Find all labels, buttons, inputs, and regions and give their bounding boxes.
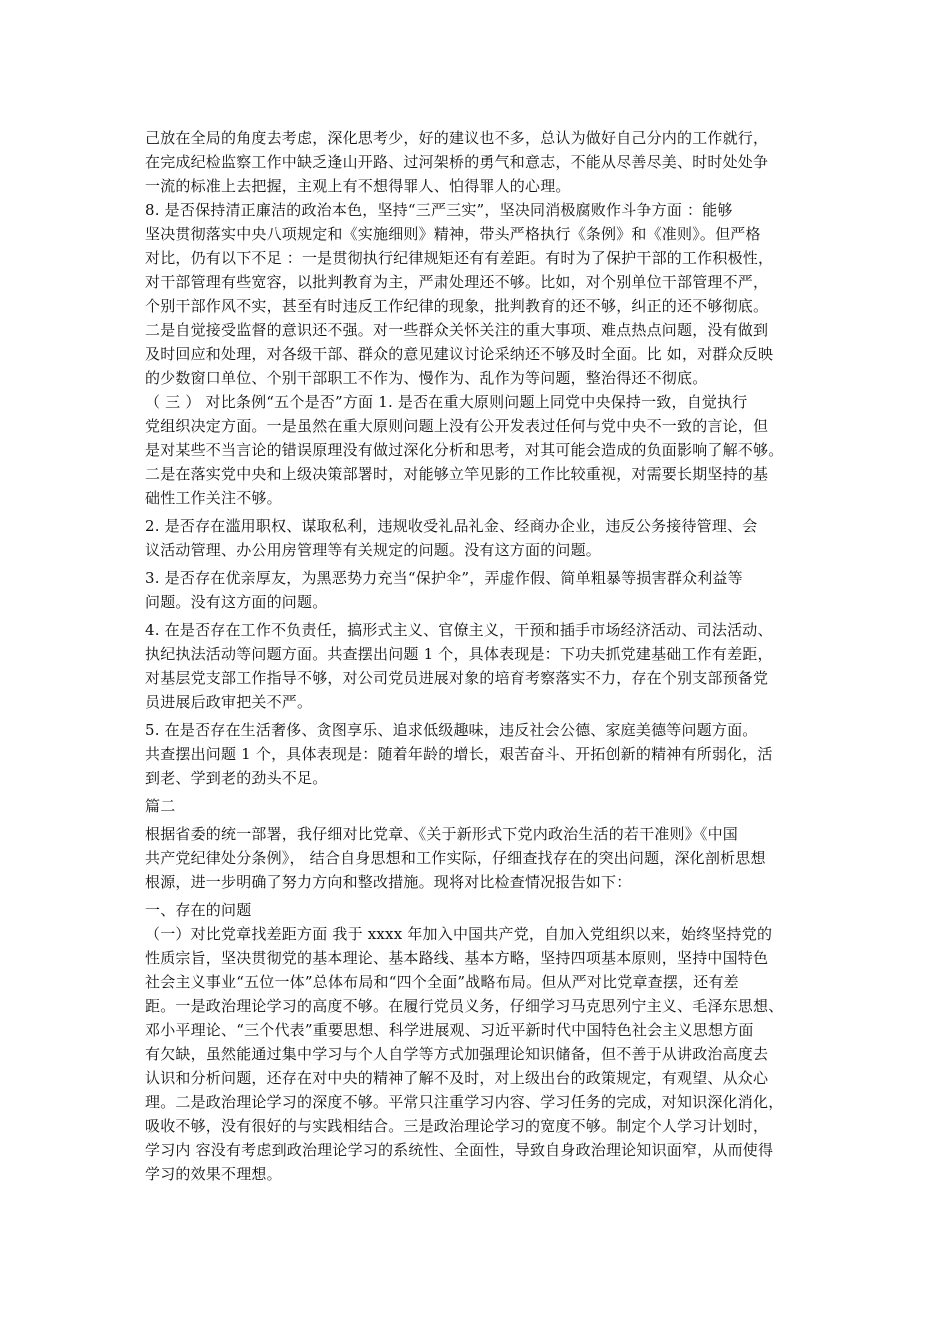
text-line: 认识和分析问题，还存在对中央的精神了解不及时，对上级出台的政策规定，有观望、从众心 xyxy=(145,1069,769,1087)
text-line: 础性工作关注不够。 xyxy=(145,489,282,507)
text-line: 到老、学到老的劲头不足。 xyxy=(145,769,328,787)
text-line: 邓小平理论、“三个代表”重要思想、科学进展观、习近平新时代中国特色社会主义思想方面 xyxy=(145,1021,754,1039)
text-line: 个别干部作风不实，甚至有时违反工作纪律的现象，批判教育的还不够，纠正的还不够彻底。 xyxy=(145,297,769,315)
text-line: 一流的标准上去把握，主观上有不想得罪人、怕得罪人的心理。 xyxy=(145,177,571,195)
text-line: 共产党纪律处分条例》， 结合自身思想和工作实际，仔细查找存在的突出问题，深化剖析思想 xyxy=(145,849,766,867)
text-line: 5. 在是否存在生活奢侈、贪图享乐、追求低级趣味，违反社会公德、家庭美德等问题方面。 xyxy=(145,721,758,739)
text-line: 3. 是否存在优亲厚友，为黑恶势力充当“保护伞”，弄虚作假、简单粗暴等损害群众利益等 xyxy=(145,569,743,587)
text-line: 有欠缺，虽然能通过集中学习与个人自学等方式加强理论知识储备，但不善于从讲政治高度去 xyxy=(145,1045,769,1063)
text-line: 社会主义事业“五位一体”总体布局和“四个全面”战略布局。但从严对比党章查摆，还有差 xyxy=(145,973,739,991)
text-line: 吸收不够，没有很好的与实践相结合。三是政治理论学习的宽度不够。制定个人学习计划时， xyxy=(145,1117,769,1135)
text-line: 学习的效果不理想。 xyxy=(145,1165,282,1183)
text-line: 二是自觉接受监督的意识还不强。对一些群众关怀关注的重大事项、难点热点问题，没有做到 xyxy=(145,321,769,339)
text-line: 二是在落实党中央和上级决策部署时，对能够立竿见影的工作比较重视，对需要长期坚持的基 xyxy=(145,465,769,483)
text-line: 坚决贯彻落实中央八项规定和《实施细则》精神，带头严格执行《条例》和《准则》。但严格 xyxy=(145,225,761,243)
text-line: 及时回应和处理，对各级干部、群众的意见建议讨论采纳还不够及时全面。比 如，对群众反映 xyxy=(145,345,774,363)
text-line: 对干部管理有些宽容，以批判教育为主，严肃处理还不够。比如，对个别单位干部管理不严， xyxy=(145,273,769,291)
text-line: 共查摆出问题 1 个，具体表现是：随着年龄的增长，艰苦奋斗、开拓创新的精神有所弱化，活 xyxy=(145,745,773,763)
text-line: 理。二是政治理论学习的深度不够。平常只注重学习内容、学习任务的完成，对知识深化消化， xyxy=(145,1093,784,1111)
text-line: 学习内 容没有考虑到政治理论学习的系统性、全面性，导致自身政治理论知识面窄，从而使得 xyxy=(145,1141,774,1159)
text-line: 距。一是政治理论学习的高度不够。在履行党员义务，仔细学习马克思列宁主义、毛泽东思想、 xyxy=(145,997,784,1015)
text-line: 根源，进一步明确了努力方向和整改措施。现将对比检查情况报告如下： xyxy=(145,873,632,891)
text-line: 对比，仍有以下不足 ：一是贯彻执行纪律规矩还有有差距。有时为了保护干部的工作积极性， xyxy=(145,249,774,267)
text-line: 问题。没有这方面的问题。 xyxy=(145,593,328,611)
text-line: 性质宗旨，坚决贯彻党的基本理论、基本路线、基本方略，坚持四项基本原则，坚持中国特色 xyxy=(145,949,769,967)
section-heading: 篇二 xyxy=(145,797,176,815)
text-line: 是对某些不当言论的错误原理没有做过深化分析和思考，对其可能会造成的负面影响了解不够。 xyxy=(145,441,784,459)
text-line: 2. 是否存在滥用职权、谋取私利，违规收受礼品礼金、经商办企业，违反公务接待管理、会 xyxy=(145,517,758,535)
text-line: 己放在全局的角度去考虑，深化思考少，好的建议也不多，总认为做好自己分内的工作就行， xyxy=(145,129,769,147)
text-line: 员进展后政审把关不严。 xyxy=(145,693,313,711)
text-line: 执纪执法活动等问题方面。共查摆出问题 1 个，具体表现是：下功夫抓党建基础工作有差距， xyxy=(145,645,773,663)
text-line: 4. 在是否存在工作不负责任，搞形式主义、官僚主义，干预和插手市场经济活动、司法活动、 xyxy=(145,621,773,639)
section-heading: 一、存在的问题 xyxy=(145,901,252,919)
text-line: 根据省委的统一部署，我仔细对比党章、《关于新形式下党内政治生活的若干准则》《中国 xyxy=(145,825,739,843)
text-line: 8. 是否保持清正廉洁的政治本色，坚持“三严三实”，坚决同消极腐败作斗争方面 ：能够 xyxy=(145,201,733,219)
text-line: 的少数窗口单位、个别干部职工不作为、慢作为、乱作为等问题，整治得还不彻底。 xyxy=(145,369,708,387)
text-line: 党组织决定方面。一是虽然在重大原则问题上没有公开发表过任何与党中央不一致的言论，但 xyxy=(145,417,769,435)
text-line: 对基层党支部工作指导不够，对公司党员进展对象的培育考察落实不力，存在个别支部预备党 xyxy=(145,669,769,687)
text-line: （ 三 ） 对比条例“五个是否”方面 1. 是否在重大原则问题上同党中央保持一致，自觉执行 xyxy=(145,393,748,411)
text-line: （一）对比党章找差距方面 我于 xxxx 年加入中国共产党，自加入党组织以来，始终坚持党的 xyxy=(145,925,773,943)
text-line: 议活动管理、办公用房管理等有关规定的问题。没有这方面的问题。 xyxy=(145,541,602,559)
text-line: 在完成纪检监察工作中缺乏逢山开路、过河架桥的勇气和意志，不能从尽善尽美、时时处处争 xyxy=(145,153,769,171)
